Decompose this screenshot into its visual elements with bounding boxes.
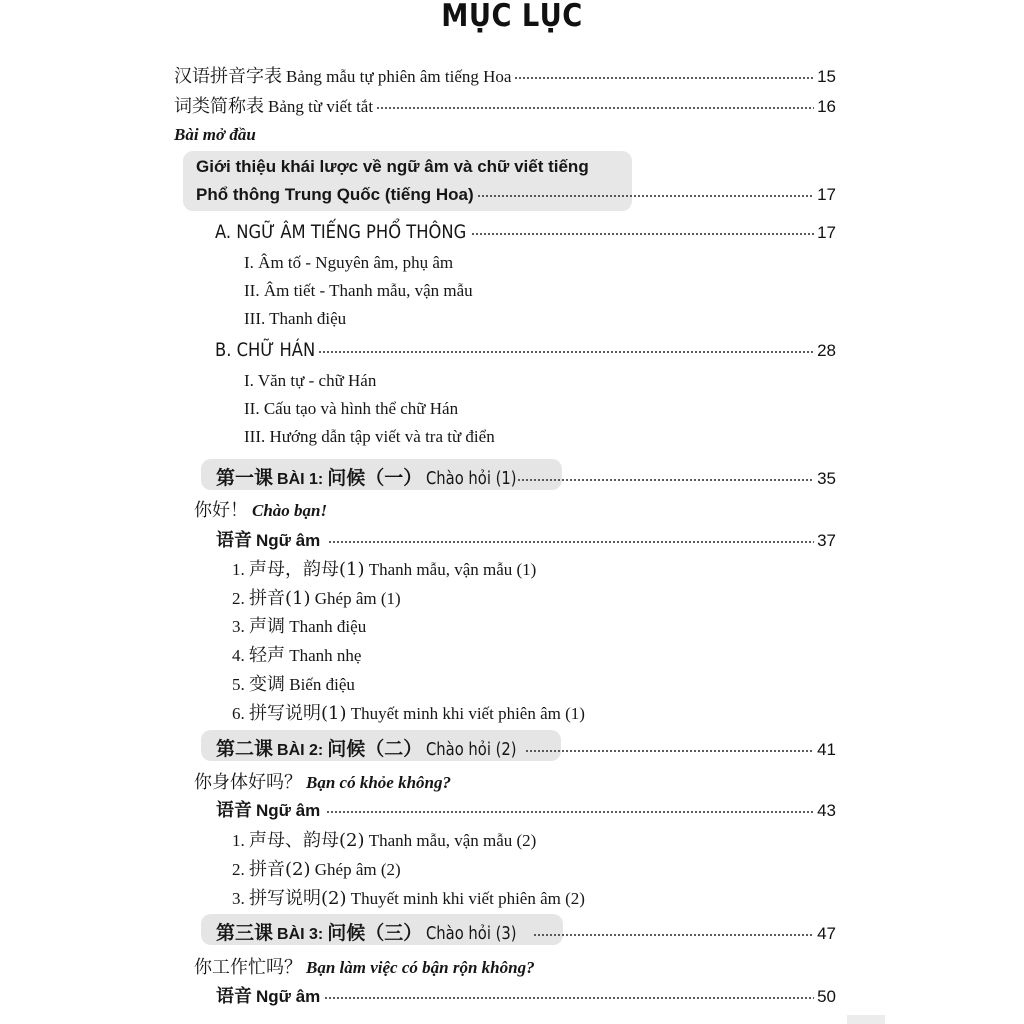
page-number: 43 <box>817 801 836 820</box>
lesson-vi-topic: Chào hỏi (1) <box>426 468 517 489</box>
lesson-number: BÀI 2: <box>277 742 324 759</box>
leader-dots <box>324 984 814 1000</box>
item-number: 2. <box>232 589 245 608</box>
toc-entry-pinyin-table[interactable] <box>174 62 836 88</box>
page-number: 35 <box>817 469 836 488</box>
page-number: 17 <box>817 185 836 204</box>
leader-dots <box>318 338 815 354</box>
page-number: 16 <box>817 97 836 116</box>
dialog-zh: 你好！ <box>194 500 248 520</box>
lesson-1-dialog-title <box>194 496 327 522</box>
item-number: 2. <box>232 860 245 879</box>
phonetics-zh: 语音 <box>216 800 252 821</box>
toc-entry-lesson-1-phonetics[interactable] <box>216 526 836 552</box>
item-zh: 拼音(2) <box>249 859 311 880</box>
section-title: A. NGỮ ÂM TIẾNG PHỔ THÔNG <box>215 221 467 243</box>
entry-zh: 词类简称表 <box>174 96 264 117</box>
item-vi: Ghép âm (2) <box>314 860 401 879</box>
entry-vi: Bảng mẫu tự phiên âm tiếng Hoa <box>286 67 512 86</box>
leader-dots <box>525 737 814 753</box>
toc-entry-lesson-2-phonetics[interactable] <box>216 796 836 822</box>
intro-heading-text: Bài mở đầu <box>174 125 256 144</box>
item-number: 5. <box>232 675 245 694</box>
item-vi: Thuyết minh khi viết phiên âm (2) <box>350 889 585 908</box>
lesson-number: BÀI 3: <box>277 926 324 943</box>
lesson-3-dialog-title <box>194 953 535 979</box>
subitem-text: III. Thanh điệu <box>244 309 347 328</box>
phonetics-vi: Ngữ âm <box>256 987 321 1006</box>
item-vi: Thuyết minh khi viết phiên âm (1) <box>350 704 585 723</box>
page-title: MỤC LỤC <box>441 0 583 34</box>
dialog-vi: Chào bạn! <box>252 501 328 520</box>
item-zh: 变调 <box>249 674 285 695</box>
lesson-number: BÀI 1: <box>277 471 324 488</box>
toc-subitem[interactable] <box>232 670 355 696</box>
page-number: 17 <box>817 223 836 242</box>
toc-subitem[interactable] <box>244 371 376 391</box>
item-vi: Ghép âm (1) <box>314 589 401 608</box>
leader-dots <box>328 528 814 544</box>
item-number: 1. <box>232 560 245 579</box>
toc-subitem[interactable] <box>244 253 453 273</box>
phonetics-zh: 语音 <box>216 986 252 1007</box>
item-vi: Biến điệu <box>289 675 355 694</box>
toc-subitem[interactable] <box>232 612 366 638</box>
toc-entry-intro[interactable] <box>196 184 836 205</box>
toc-entry-lesson-3-phonetics[interactable] <box>216 982 836 1008</box>
subitem-text: II. Âm tiết - Thanh mẫu, vận mẫu <box>244 281 473 300</box>
page-number: 15 <box>817 67 836 86</box>
leader-dots <box>533 921 814 937</box>
leader-dots <box>477 182 814 198</box>
lesson-zh-topic: 问候（一） <box>327 467 423 489</box>
lesson-vi-topic: Chào hỏi (3) <box>426 923 517 944</box>
toc-subitem[interactable] <box>232 555 536 581</box>
page-number: 41 <box>817 740 836 759</box>
toc-entry-abbreviations[interactable] <box>174 92 836 118</box>
toc-subitem[interactable] <box>232 884 585 910</box>
dialog-vi: Bạn làm việc có bận rộn không? <box>306 958 535 977</box>
intro-box-text-1: Giới thiệu khái lược về ngữ âm và chữ viết tiếng <box>196 157 589 176</box>
item-zh: 轻声 <box>249 645 285 666</box>
page-number: 28 <box>817 341 836 360</box>
item-number: 1. <box>232 831 245 850</box>
intro-heading <box>174 125 256 145</box>
intro-box-text-2: Phổ thông Trung Quốc (tiếng Hoa) <box>196 185 474 204</box>
leader-dots <box>514 64 814 80</box>
phonetics-vi: Ngữ âm <box>256 531 321 550</box>
leader-dots <box>376 94 814 110</box>
dialog-zh: 你身体好吗？ <box>194 772 302 792</box>
toc-subitem[interactable] <box>232 641 361 667</box>
lesson-2-dialog-title <box>194 768 451 794</box>
item-vi: Thanh mẫu, vận mẫu (1) <box>368 560 537 579</box>
toc-subitem[interactable] <box>232 584 401 610</box>
item-zh: 拼音(1) <box>249 588 311 609</box>
leader-dots <box>326 798 814 814</box>
subitem-text: II. Cấu tạo và hình thể chữ Hán <box>244 399 459 418</box>
item-zh: 拼写说明(2) <box>249 888 347 909</box>
page-number: 47 <box>817 924 836 943</box>
lesson-zh-label: 第二课 <box>216 738 274 760</box>
toc-subitem[interactable] <box>232 699 585 725</box>
lesson-zh-topic: 问候（三） <box>327 922 423 944</box>
toc-entry-section-a[interactable] <box>215 221 836 243</box>
item-number: 3. <box>232 617 245 636</box>
intro-box-line1[interactable] <box>196 157 589 177</box>
section-title: B. CHỮ HÁN <box>215 339 316 361</box>
subitem-text: I. Âm tố - Nguyên âm, phụ âm <box>244 253 454 272</box>
toc-subitem[interactable] <box>244 309 346 329</box>
page-number: 37 <box>817 531 836 550</box>
item-vi: Thanh điệu <box>289 617 367 636</box>
subitem-text: I. Văn tự - chữ Hán <box>244 371 377 390</box>
item-zh: 拼写说明(1) <box>249 703 347 724</box>
item-zh: 声母，韵母(1) <box>249 559 365 580</box>
lesson-zh-topic: 问候（二） <box>327 738 423 760</box>
toc-entry-lesson-2[interactable] <box>216 734 836 761</box>
toc-subitem[interactable] <box>232 826 536 852</box>
toc-entry-section-b[interactable] <box>215 339 836 361</box>
leader-dots <box>517 466 814 482</box>
phonetics-zh: 语音 <box>216 530 252 551</box>
entry-vi: Bảng từ viết tắt <box>268 97 374 116</box>
item-zh: 声母、韵母(2) <box>249 830 365 851</box>
toc-entry-lesson-3[interactable] <box>216 918 836 945</box>
dialog-zh: 你工作忙吗？ <box>194 957 302 977</box>
item-zh: 声调 <box>249 616 285 637</box>
page-corner-tab <box>847 1015 885 1024</box>
phonetics-vi: Ngữ âm <box>256 801 321 820</box>
toc-subitem[interactable] <box>244 281 473 301</box>
item-number: 6. <box>232 704 245 723</box>
item-number: 4. <box>232 646 245 665</box>
toc-subitem[interactable] <box>244 399 458 419</box>
lesson-zh-label: 第三课 <box>216 922 274 944</box>
lesson-vi-topic: Chào hỏi (2) <box>426 739 517 760</box>
leader-dots <box>471 220 814 236</box>
item-vi: Thanh nhẹ <box>289 646 362 665</box>
item-number: 3. <box>232 889 245 908</box>
entry-zh: 汉语拼音字表 <box>174 66 282 87</box>
lesson-zh-label: 第一课 <box>216 467 274 489</box>
dialog-vi: Bạn có khỏe không? <box>306 773 451 792</box>
toc-subitem[interactable] <box>244 427 495 447</box>
subitem-text: III. Hướng dẫn tập viết và tra từ điển <box>244 427 495 446</box>
page-number: 50 <box>817 987 836 1006</box>
toc-entry-lesson-1[interactable] <box>216 463 836 490</box>
toc-subitem[interactable] <box>232 855 401 881</box>
item-vi: Thanh mẫu, vận mẫu (2) <box>368 831 537 850</box>
